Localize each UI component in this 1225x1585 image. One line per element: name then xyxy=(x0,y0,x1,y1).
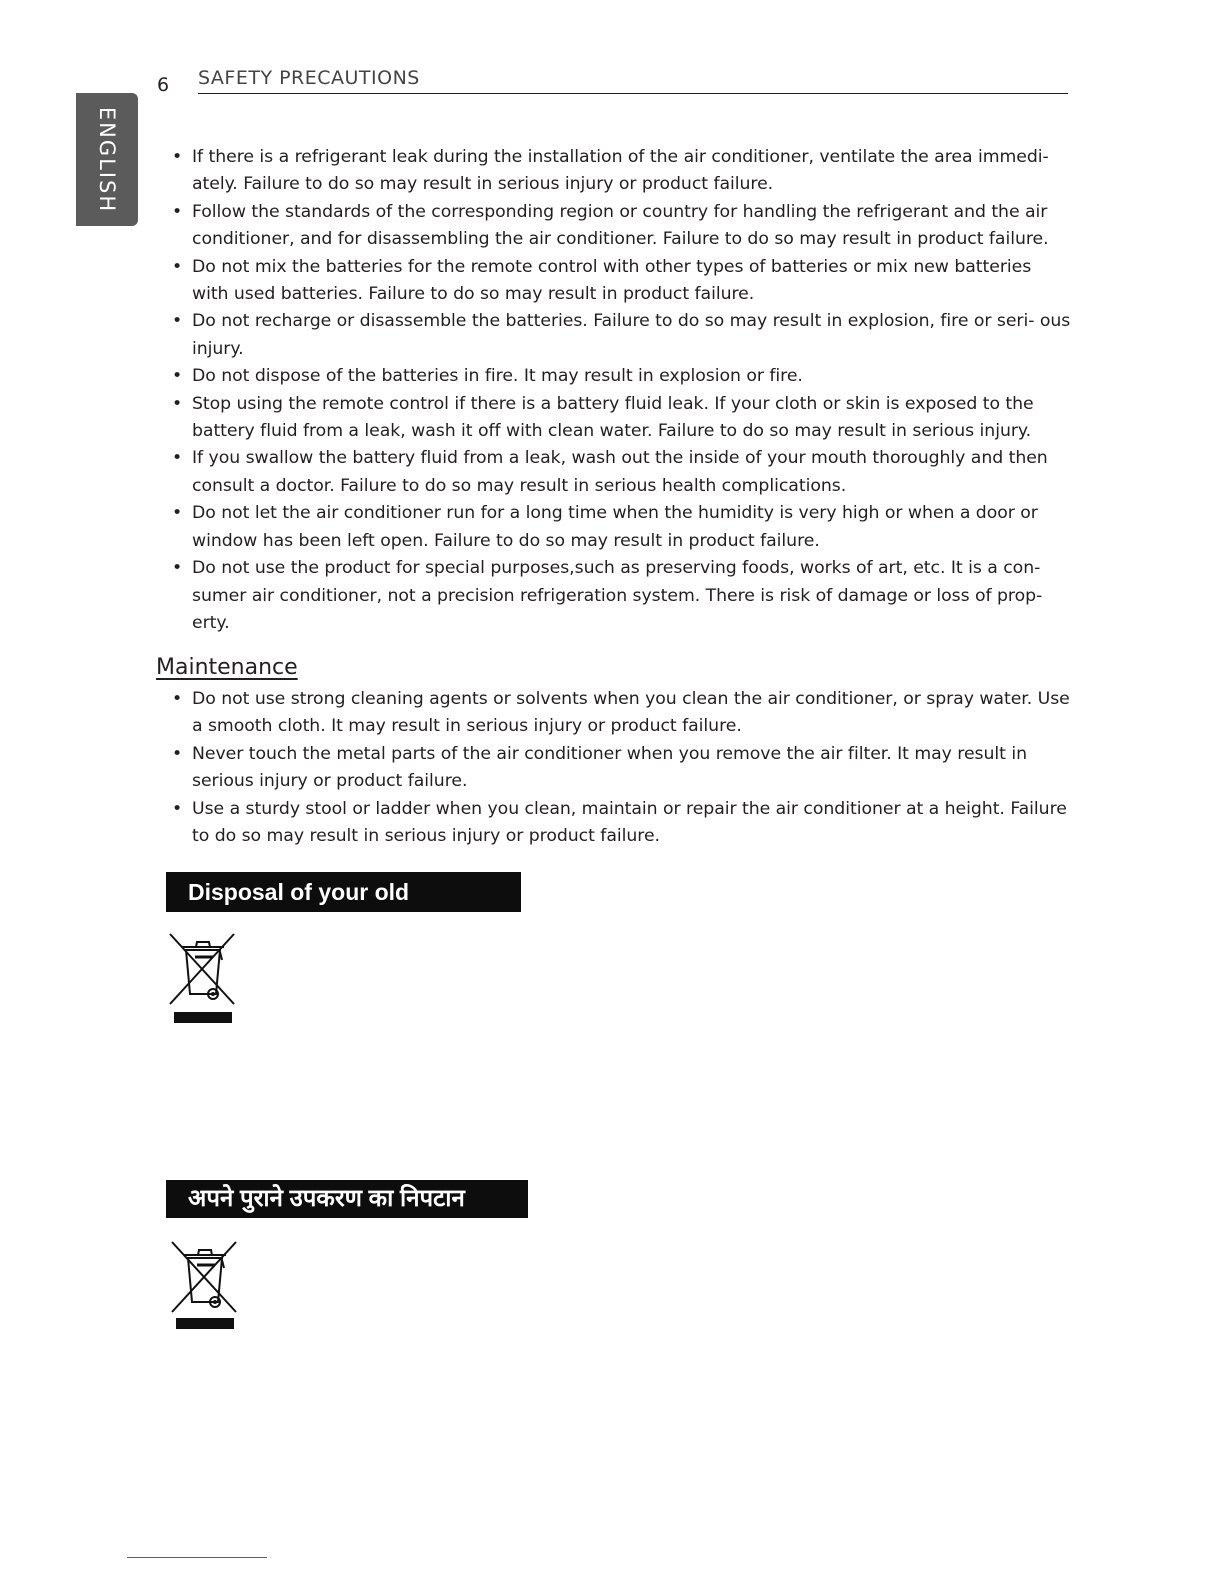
list-item: • Do not use strong cleaning agents or solvents when you clean the air conditioner, or spray water. Use a smooth cloth. It may result in serious injury or product failure. xyxy=(172,686,1072,741)
safety-precautions-list xyxy=(172,144,1072,637)
list-item: • Use a sturdy stool or ladder when you clean, maintain or repair the air conditioner at a height. Failure to do so may result in serious injury or product failure. xyxy=(172,796,1072,851)
footer-line xyxy=(127,1557,267,1558)
crossed-out-wheelie-bin-icon xyxy=(168,1238,242,1334)
language-tab xyxy=(76,93,138,226)
list-item: • If there is a refrigerant leak during the installation of the air conditioner, ventilate the area immedi- ately. Failure to do so may result in serious injury or product failure. xyxy=(172,144,1072,199)
list-item: • Do not recharge or disassemble the batteries. Failure to do so may result in explosion, fire or seri- ous injury. xyxy=(172,308,1072,363)
list-item: • Do not use the product for special purposes,such as preserving foods, works of art, etc. It is a con- sumer air conditioner, not a precision refrigeration system. There is risk of damage or loss of prop- erty. xyxy=(172,555,1072,637)
list-item: • Never touch the metal parts of the air conditioner when you remove the air filter. It may result in serious injury or product failure. xyxy=(172,741,1072,796)
list-item: • Follow the standards of the corresponding region or country for handling the refrigerant and the air conditioner, and for disassembling the air conditioner. Failure to do so may result in product failure. xyxy=(172,199,1072,254)
header-divider xyxy=(198,93,1068,94)
list-item: • Stop using the remote control if there is a battery fluid leak. If your cloth or skin is exposed to the battery fluid from a leak, wash it off with clean water. Failure to do so may result in serious injury. xyxy=(172,391,1072,446)
disposal-banner-hindi: अपने पुराने उपकरण का निपटान xyxy=(166,1180,528,1218)
page-header-title: SAFETY PRECAUTIONS xyxy=(198,67,420,89)
list-item: • If you swallow the battery fluid from a leak, wash out the inside of your mouth thoroughly and then consult a doctor. Failure to do so may result in serious health complications. xyxy=(172,445,1072,500)
crossed-out-wheelie-bin-icon xyxy=(166,930,240,1026)
language-tab-label: ENGLISH xyxy=(95,106,119,213)
maintenance-list xyxy=(172,686,1072,850)
list-item: • Do not let the air conditioner run for a long time when the humidity is very high or when a door or window has been left open. Failure to do so may result in product failure. xyxy=(172,500,1072,555)
page-number: 6 xyxy=(157,74,170,96)
list-item: • Do not dispose of the batteries in fire. It may result in explosion or fire. xyxy=(172,363,1072,390)
list-item: • Do not mix the batteries for the remote control with other types of batteries or mix new batteries with used batteries. Failure to do so may result in product failure. xyxy=(172,254,1072,309)
maintenance-heading: Maintenance xyxy=(156,655,298,680)
disposal-banner-english: Disposal of your old appliance xyxy=(166,872,521,912)
